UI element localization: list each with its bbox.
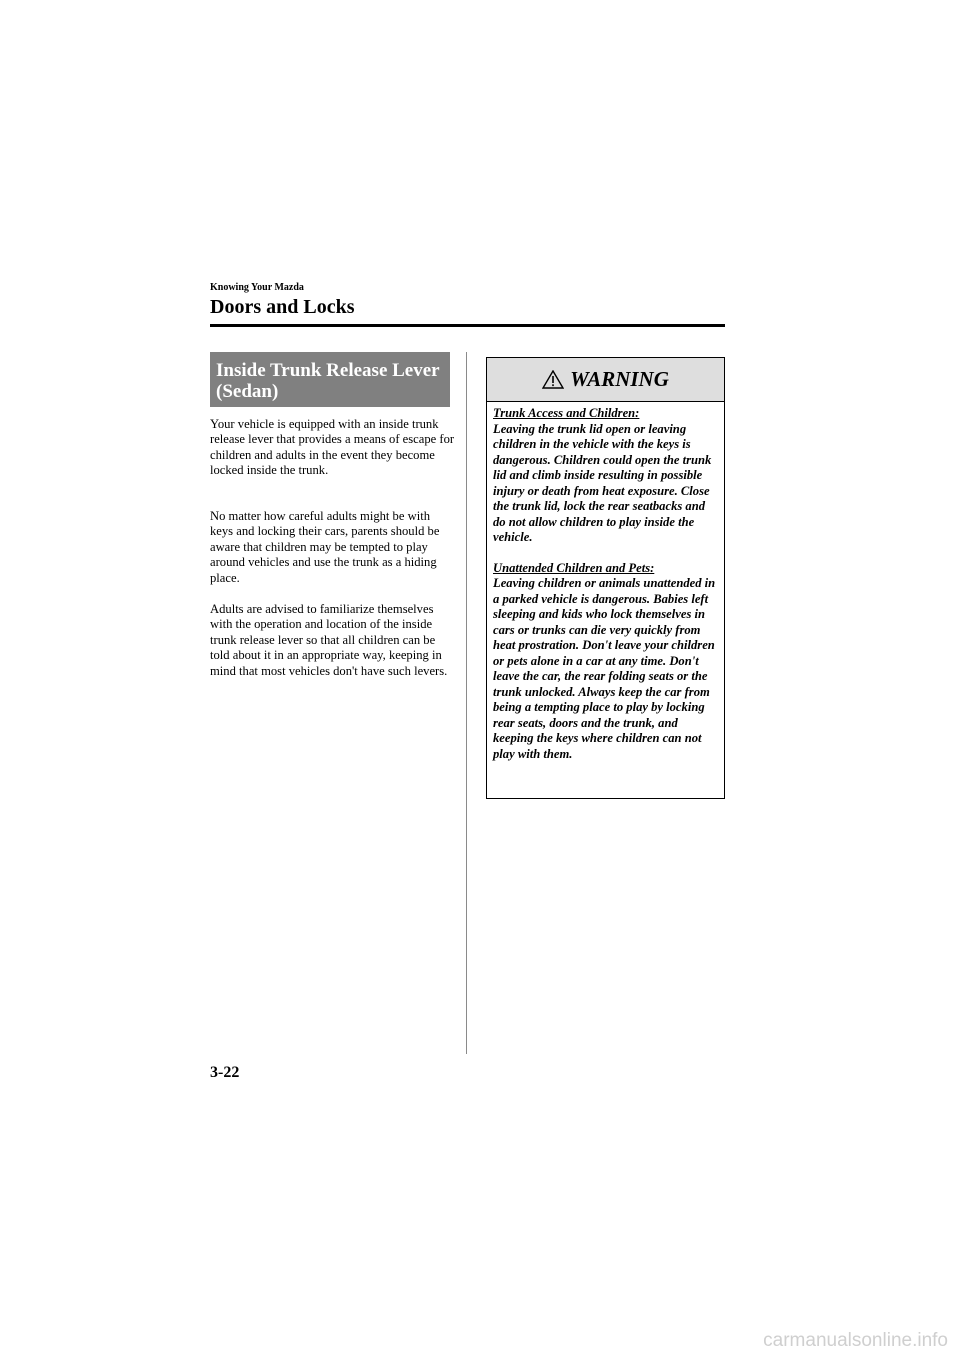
warning-spacer xyxy=(493,546,718,561)
warning-triangle-icon xyxy=(542,370,564,389)
warning-text-trunk-access: Leaving the trunk lid open or leaving children in the vehicle with the keys is dangerous. Children could open the trunk lid and climb inside resulting in possible injury or death from heat exposure. Close the trunk lid, lock the rear seatbacks and do not allow children to play inside the vehicle. xyxy=(493,421,712,544)
warning-header xyxy=(487,358,724,402)
inside-trunk-release-heading: Inside Trunk Release Lever (Sedan) xyxy=(210,352,450,407)
body-paragraph-1: Your vehicle is equipped with an inside trunk release lever that provides a means of escape for children and adults in the event they become locked inside the trunk. xyxy=(210,417,455,478)
chapter-label: Knowing Your Mazda xyxy=(210,282,304,293)
warning-title: WARNING xyxy=(570,367,669,391)
warning-body xyxy=(487,402,724,762)
watermark-text: carmanualsonline.info xyxy=(763,1330,948,1351)
body-paragraph-3: Adults are advised to familiarize themselves with the operation and location of the inside trunk release lever so that all children can be told about it in an appropriate way, keeping in mind that most vehicles don't have such levers. xyxy=(210,602,448,678)
warning-subheading-unattended: Unattended Children and Pets: xyxy=(493,560,655,575)
warning-subheading-trunk-access: Trunk Access and Children: xyxy=(493,406,640,420)
header-rule xyxy=(210,324,725,327)
body-paragraph-2: No matter how careful adults might be with keys and locking their cars, parents should be aware that children may be tempted to play around vehicles and use the trunk as a hiding place. xyxy=(210,509,440,585)
warning-text-unattended: Leaving children or animals unattended in a parked vehicle is dangerous. Babies left sleeping and kids who lock themselves in cars or trunks can die very quickly from heat prostration. Don't leave your children or pets alone in a car at any time. Don't leave the car, the rear folding seats or the trunk unlocked. Always keep the car from being a tempting place to play by locking rear seats, doors and the trunk, and keeping the keys where children can not play with them. xyxy=(493,576,716,761)
section-title: Doors and Locks xyxy=(210,296,355,318)
page-number: 3-22 xyxy=(210,1064,240,1081)
column-divider xyxy=(466,352,467,1054)
warning-box xyxy=(486,357,725,799)
